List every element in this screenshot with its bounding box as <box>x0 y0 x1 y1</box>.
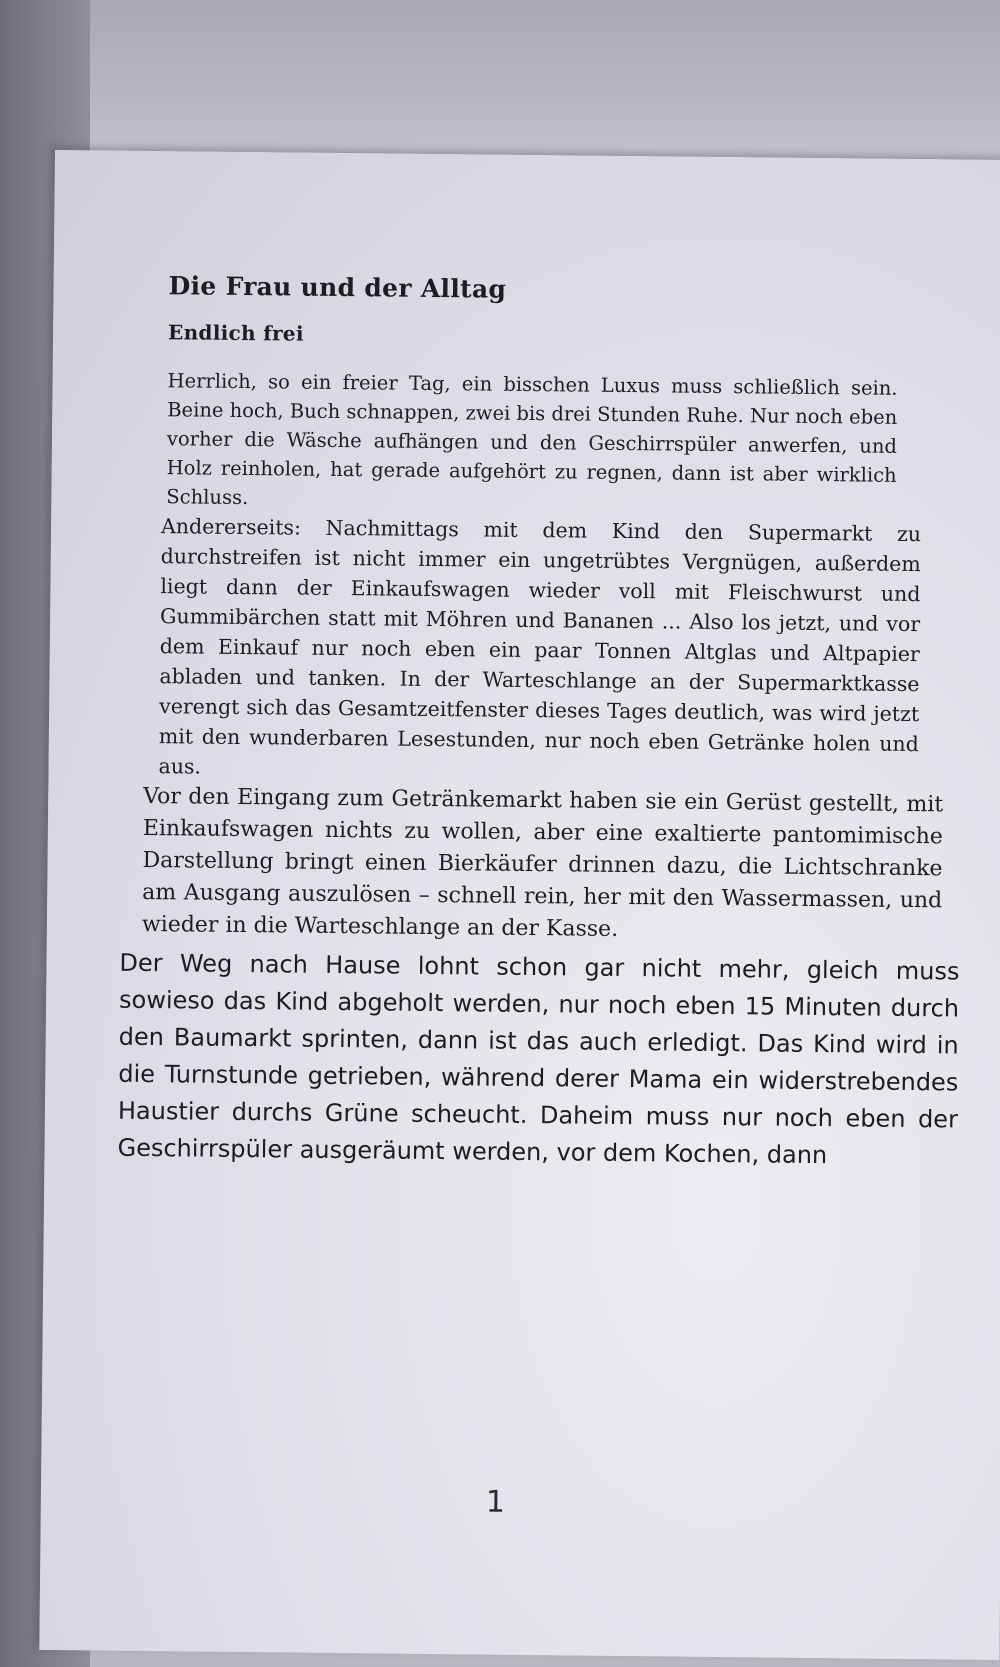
paragraph-2: Andererseits: Nachmittags mit dem Kind den Supermarkt zu durchstreifen ist nicht immer ein ungetrübtes Vergnügen, außerdem liegt dann der Einkaufswagen wieder voll mit Fleischwurst und Gummibärchen statt mit Möhren und Bananen ... Also los jetzt, und vor dem Einkauf nur noch eben ein paar Tonnen Altglas und Altpapier abladen und tanken. In der Warteschlange an der Supermarktkasse verengt sich das Gesamtzeitfenster dieses Tages deutlich, was wird jetzt mit den wunderbaren Lesestunden, nur noch eben Getränke holen und aus. <box>158 514 922 779</box>
paragraph-4: Der Weg nach Hause lohnt schon gar nicht mehr, gleich muss sowieso das Kind abgeholt werden, nur noch eben 15 Minuten durch den Baumarkt sprinten, dann ist das auch erledigt. Das Kind wird in die Turnstunde getrieben, während derer Mama ein widerstrebendes Haustier durchs Grüne scheucht. Daheim muss nur noch eben der Geschirrspüler ausgeräumt werden, vor dem Kochen, dann <box>117 948 960 1170</box>
paragraph-3: Vor den Eingang zum Getränkemarkt haben sie ein Gerüst gestellt, mit Einkaufswagen nichts zu wollen, aber eine exaltierte pantomimische Darstellung bringt einen Bierkäufer drinnen dazu, die Lichtschranke am Ausgang auszulösen – schnell rein, her mit den Wassermassen, und wieder in die Warteschlange an der Kasse. <box>141 783 944 942</box>
book-page <box>39 150 1000 1660</box>
chapter-title: Die Frau und der Alltag <box>168 271 507 304</box>
paragraph-1: Herrlich, so ein freier Tag, ein bisschen Luxus muss schließlich sein. Beine hoch, Buch schnappen, zwei bis drei Stunden Ruhe. Nur noch eben vorher die Wäsche aufhängen und den Geschirrspüler anwerfen, und Holz reinholen, hat gerade aufgehört zu regnen, dann ist aber wirklich Schluss. <box>166 369 898 510</box>
section-title: Endlich frei <box>167 320 304 346</box>
page-number: 1 <box>485 1484 506 1520</box>
background-above-page <box>0 0 1000 170</box>
page-content <box>117 271 960 1175</box>
